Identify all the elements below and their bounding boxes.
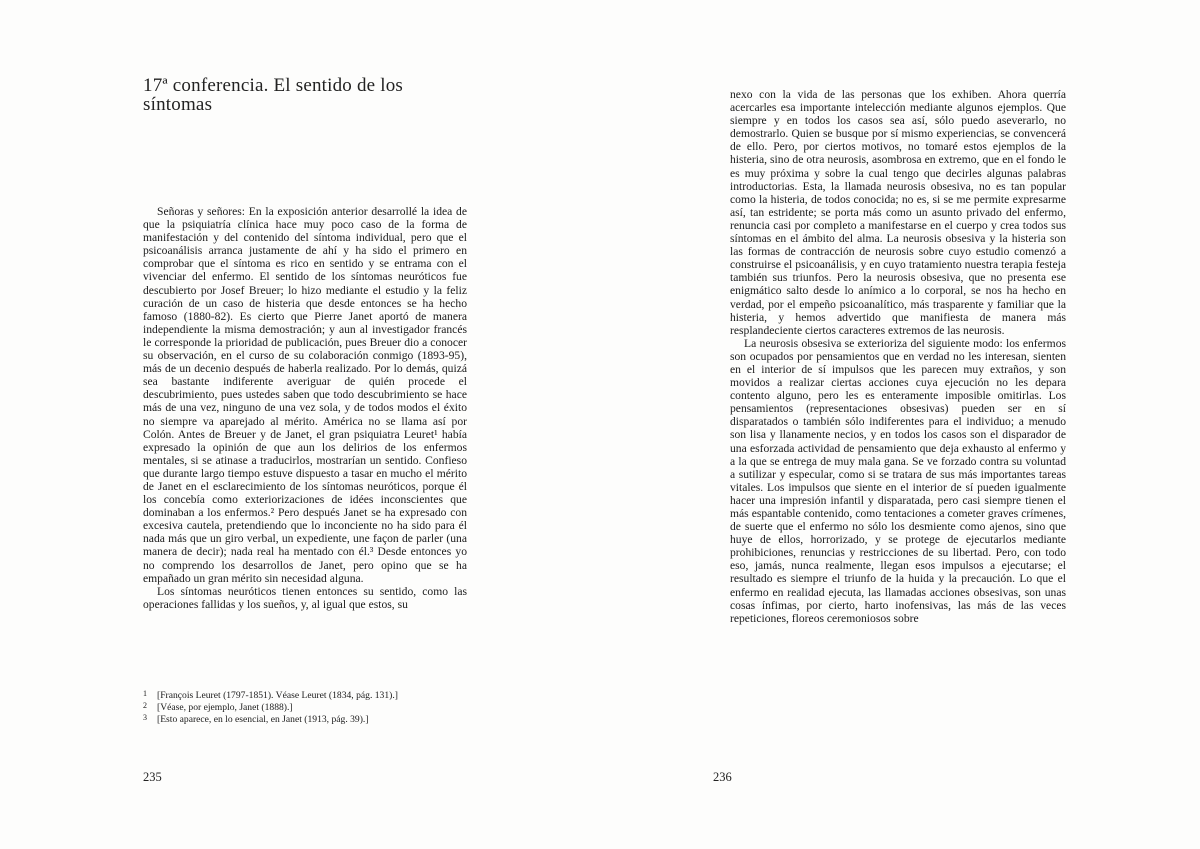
footnote bbox=[143, 702, 467, 714]
footnote-mark: 1 bbox=[143, 689, 147, 698]
left-page-body bbox=[143, 205, 467, 611]
footnote-mark: 2 bbox=[143, 701, 147, 711]
footnotes bbox=[143, 690, 467, 727]
footnote-text: [François Leuret (1797-1851). Véase Leuret (1834, pág. 131).] bbox=[157, 690, 398, 701]
page-number: 236 bbox=[713, 770, 732, 784]
footnote-text: [Esto aparece, en lo esencial, en Janet (1913, pág. 39).] bbox=[157, 714, 369, 726]
footnote-mark: 3 bbox=[143, 713, 147, 723]
body-paragraph: nexo con la vida de las personas que los exhiben. Ahora querría acercarles esa importante intelección mediante algunos ejemplos. Que siempre y en todos los casos sea así, sólo puedo aseverarlo, no demostrarlo. Quien se busque por sí mismo experiencias, se convencerá de ello. Pero, por ciertos motivos, no tomaré estos ejemplos de la histeria, sino de otra neurosis, asombrosa en extremo, que en el fondo le es muy próxima y sobre la cual tengo que decirles algunas palabras introductorias. Esta, la llamada neurosis obsesiva, no es tan popular como la histeria, de todos conocida; no es, si se me permite expresarme así, tan estridente; se porta más como un asunto privado del enfermo, renuncia casi por completo a manifestarse en el cuerpo y crea todos sus síntomas en el ámbito del alma. La neurosis obsesiva y la histeria son las formas de contracción de neurosis sobre cuyo estudio comenzó a construirse el psicoanálisis, y en cuyo tratamiento nuestra terapia festeja también sus triunfos. Pero la neurosis obsesiva, que no presenta ese enigmático salto desde lo anímico a lo corporal, se nos ha hecho en verdad, por el empeño psicoanalítico, más trasparente y familiar que la histeria, y hemos advertido que manifiesta de manera más resplandeciente ciertos caracteres extremos de las neurosis. bbox=[730, 88, 1066, 337]
footnote bbox=[143, 690, 467, 702]
body-paragraph: Los síntomas neuróticos tienen entonces su sentido, como las operaciones fallidas y los sueños, y, al igual que estos, su bbox=[143, 584, 467, 611]
body-paragraph: Señoras y señores: En la exposición anterior desarrollé la idea de que la psiquiatría clínica hace muy poco caso de la forma de manifestación y del contenido del síntoma individual, pero que el psicoanálisis arranca justamente de ahí y ha sido el primero en comprobar que el síntoma es rico en sentido y se entrama con el vivenciar del enfermo. El sentido de los síntomas neuróticos fue descubierto por Josef Breuer; lo hizo mediante el estudio y la feliz curación de un caso de histeria que desde entonces se ha hecho famoso (1880-82). Es cierto que Pierre Janet aportó de manera independiente la misma demostración; y aun al investigador francés le corresponde la prioridad de publicación, pues Breuer dio a conocer su observación, en el curso de su colaboración conmigo (1893-95), más de un decenio después de haberla realizado. Por lo demás, quizá sea bastante indiferente averiguar de quién procede el descubrimiento, pues ustedes saben que todo descubrimiento se hace más de una vez, ninguno de una vez sola, y de todos modos el éxito no siempre va aparejado al mérito. América no se llama así por Colón. Antes de Breuer y de Janet, el gran psiquiatra Leuret¹ había expresado la opinión de que aun los delirios de los enfermos mentales, si se atinase a traducirlos, mostrarían un sentido. Confieso que durante largo tiempo estuve dispuesto a tasar en mucho el mérito de Janet en el esclarecimiento de los síntomas neuróticos, porque él los concebía como exteriorizaciones de idées inconscientes que dominaban a los enfermos.² Pero después Janet se ha expresado con excesiva cautela, pretendiendo que lo inconciente no ha sido para él nada más que un giro verbal, un expediente, une façon de parler (una manera de decir); nada real ha mentado con él.³ Desde entonces yo no comprendo los desarrollos de Janet, pero opino que se ha empañado un gran mérito sin necesidad alguna. bbox=[143, 205, 467, 585]
footnote bbox=[143, 714, 467, 726]
footnote-text: [Véase, por ejemplo, Janet (1888).] bbox=[157, 702, 293, 714]
right-page bbox=[600, 0, 1200, 849]
right-page-body bbox=[730, 88, 1066, 625]
body-paragraph: La neurosis obsesiva se exterioriza del siguiente modo: los enfermos son ocupados por pensamientos que en verdad no les interesan, sienten en el interior de sí impulsos que les parecen muy extraños, y son movidos a realizar ciertas acciones cuya ejecución no les depara contento alguno, pero les es enteramente imposible omitirlas. Los pensamientos (representaciones obsesivas) pueden ser en sí disparatados o también sólo indiferentes para el individuo; a menudo son lisa y llanamente necios, y en todos los casos son el disparador de una esforzada actividad de pensamiento que deja exhausto al enfermo y a la que se entrega de muy mala gana. Se ve forzado contra su voluntad a sutilizar y especular, como si se tratara de sus más importantes tareas vitales. Los impulsos que siente en el interior de sí pueden igualmente hacer una impresión infantil y disparatada, pero casi siempre tienen el más espantable contenido, como tentaciones a cometer graves crímenes, de suerte que el enfermo no sólo los desmiente como ajenos, sino que huye de ellos, horrorizado, y se protege de ejecutarlos mediante prohibiciones, renuncias y restricciones de su libertad. Pero, con todo eso, jamás, nunca realmente, llegan esos impulsos a ejecutarse; el resultado es siempre el triunfo de la huida y la precaución. Lo que el enfermo en realidad ejecuta, las llamadas acciones obsesivas, son unas cosas ínfimas, por cierto, harto inofensivas, las más de las veces repeticiones, floreos ceremoniosos sobre bbox=[730, 336, 1066, 625]
chapter-title: 17ª conferencia. El sentido de los síntomas bbox=[143, 75, 404, 115]
page-number: 235 bbox=[143, 770, 162, 784]
